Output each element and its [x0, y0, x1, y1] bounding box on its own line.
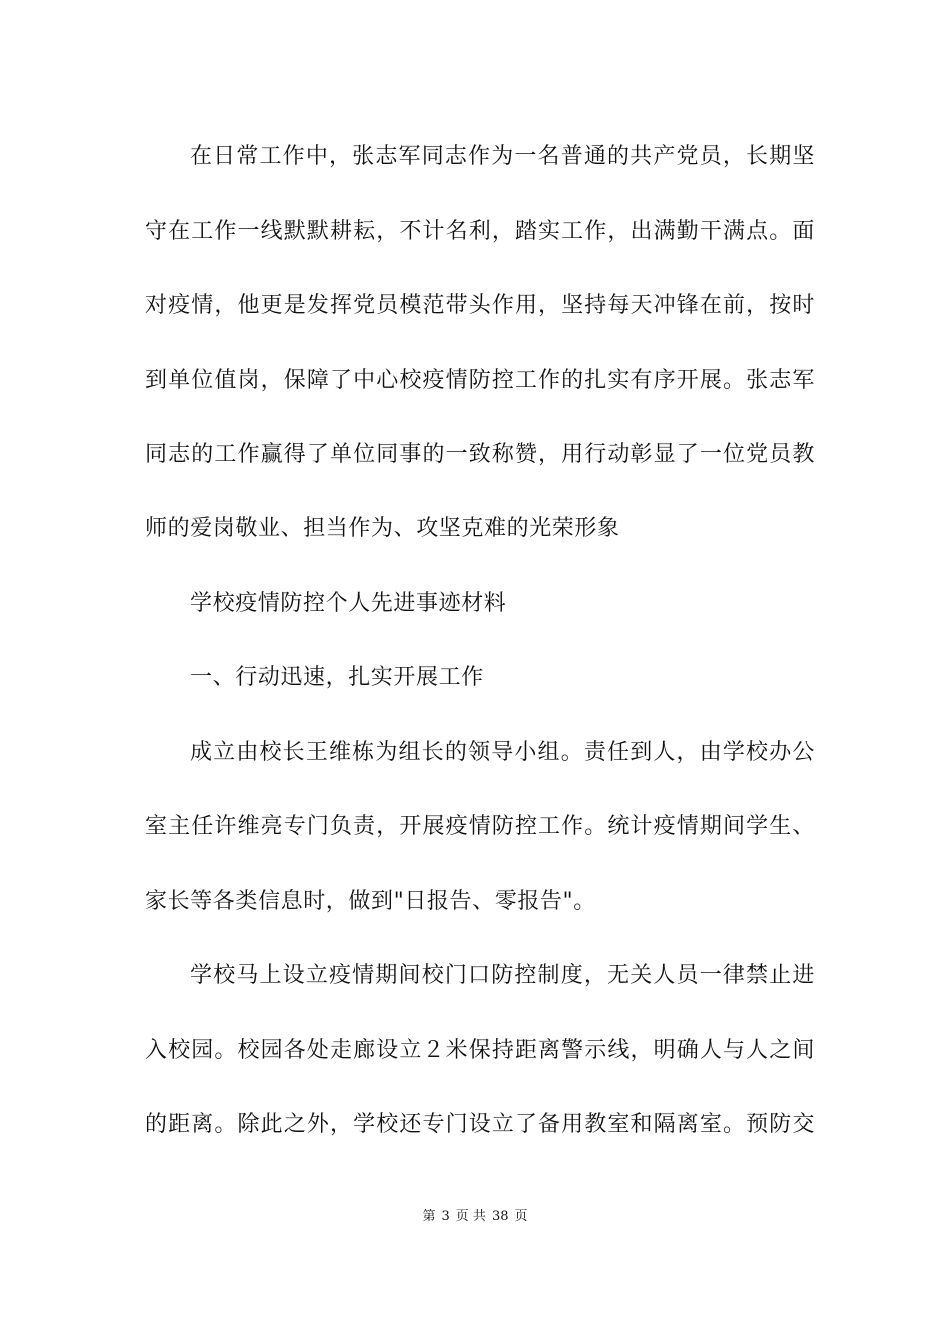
paragraph-1-line-2: 守在工作一线默默耕耘，不计名利，踏实工作，出满勤干满点。面 [145, 219, 815, 244]
paragraph-1-line-5: 同志的工作赢得了单位同事的一致称赞，用行动彰显了一位党员教 [145, 442, 815, 467]
paragraph-3-line-3: 的距离。除此之外，学校还专门设立了备用教室和隔离室。预防交 [145, 1112, 815, 1137]
page-footer [0, 1208, 950, 1226]
paragraph-1-line-4: 到单位值岗，保障了中心校疫情防控工作的扎实有序开展。张志军 [145, 368, 815, 393]
paragraph-3-line-1: 学校马上设立疫情期间校门口防控制度，无关人员一律禁止进 [190, 963, 815, 988]
paragraph-2-line-1: 成立由校长王维栋为组长的领导小组。责任到人，由学校办公 [190, 740, 815, 765]
footer-total-pages: 38 [491, 1209, 509, 1224]
document-title: 学校疫情防控个人先进事迹材料 [190, 591, 507, 616]
footer-current-page: 3 [441, 1209, 450, 1224]
paragraph-1-line-6: 师的爱岗敬业、担当作为、攻坚克难的光荣形象 [145, 516, 620, 541]
paragraph-1-line-3: 对疫情，他更是发挥党员模范带头作用，坚持每天冲锋在前，按时 [145, 293, 815, 318]
section-heading: 一、行动迅速，扎实开展工作 [190, 665, 484, 690]
paragraph-2-line-3: 家长等各类信息时，做到"日报告、零报告"。 [145, 889, 596, 914]
paragraph-3-line-2: 入校园。校园各处走廊设立２米保持距离警示线，明确人与人之间 [145, 1038, 815, 1063]
footer-middle: 页 共 [455, 1209, 486, 1224]
paragraph-2-line-2: 室主任许维亮专门负责，开展疫情防控工作。统计疫情期间学生、 [145, 814, 815, 839]
paragraph-1-line-1: 在日常工作中，张志军同志作为一名普通的共产党员，长期坚 [190, 144, 815, 169]
footer-suffix: 页 [514, 1209, 528, 1224]
footer-prefix: 第 [422, 1209, 436, 1224]
